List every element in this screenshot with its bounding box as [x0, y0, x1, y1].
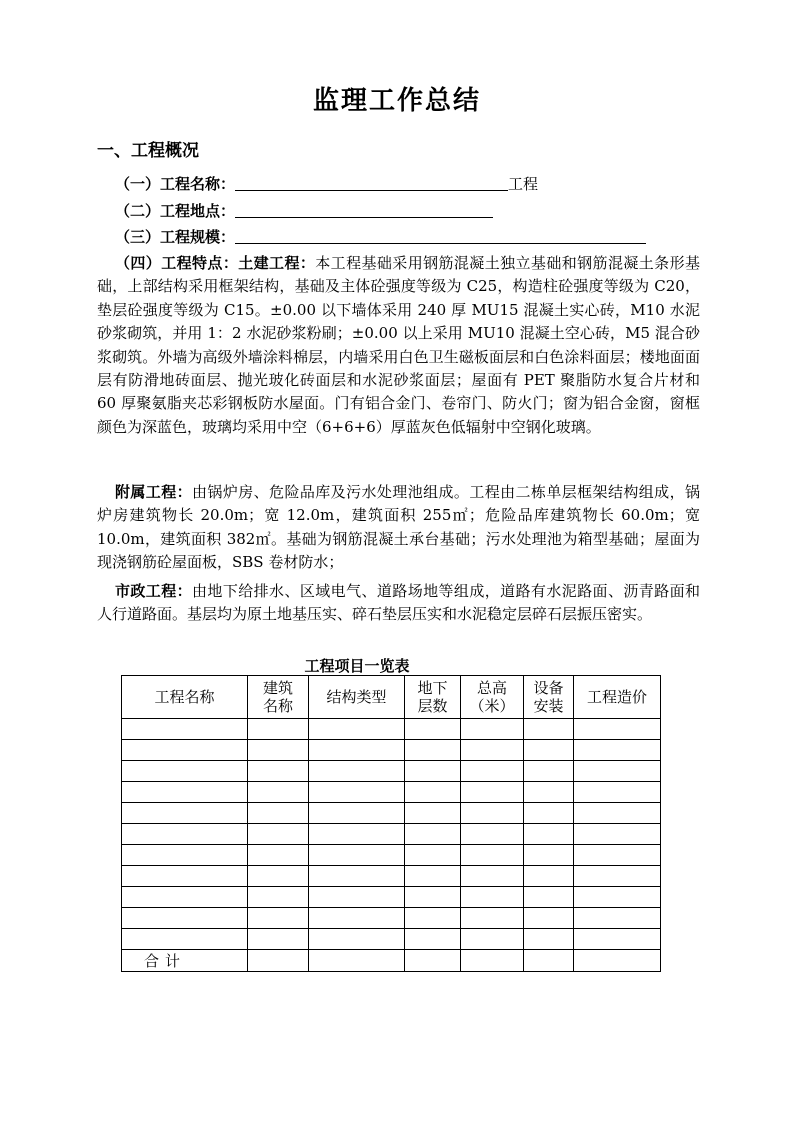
table-row [122, 845, 661, 866]
table-row [122, 929, 661, 950]
table-cell [574, 782, 661, 803]
table-cell [248, 929, 309, 950]
table-cell [461, 929, 524, 950]
table-body [122, 719, 661, 972]
table-cell [309, 845, 405, 866]
table-cell [309, 824, 405, 845]
table-cell [122, 929, 248, 950]
field-suffix: 工程 [508, 175, 539, 193]
page-title: 监理工作总结 [312, 86, 481, 116]
section-heading: 一、工程概况 [97, 141, 199, 161]
table-cell [524, 866, 574, 887]
table-cell [248, 845, 309, 866]
table-cell [405, 845, 461, 866]
table-cell [405, 803, 461, 824]
header-cost: 工程造价 [574, 676, 661, 719]
field-project-location [115, 200, 493, 222]
table-cell [405, 950, 461, 972]
table-cell [309, 950, 405, 972]
table-cell [461, 824, 524, 845]
table-row [122, 782, 661, 803]
table-row [122, 740, 661, 761]
table-cell [461, 740, 524, 761]
header-building-name [248, 676, 309, 719]
features-label: （四）工程特点： [115, 254, 239, 272]
table-cell [524, 782, 574, 803]
table-cell [248, 866, 309, 887]
table-cell [405, 824, 461, 845]
table-row [122, 761, 661, 782]
table-cell [405, 761, 461, 782]
header-underground-floors [405, 676, 461, 719]
muni-label: 市政工程： [115, 582, 193, 600]
table-cell [248, 782, 309, 803]
table-cell [309, 782, 405, 803]
blank-line [235, 201, 493, 218]
table-row [122, 887, 661, 908]
table-cell [524, 845, 574, 866]
table-cell [461, 845, 524, 866]
header-equipment [524, 676, 574, 719]
table-cell [309, 866, 405, 887]
table-cell [248, 824, 309, 845]
header-text: 设备 安装 [533, 679, 564, 715]
table-cell [574, 719, 661, 740]
table-cell [524, 740, 574, 761]
table-cell [524, 761, 574, 782]
field-label: （三）工程规模： [115, 228, 236, 246]
table-cell [248, 761, 309, 782]
header-text: 地下 层数 [417, 679, 448, 715]
blank-line [235, 227, 646, 244]
table-cell [461, 782, 524, 803]
table-cell [309, 908, 405, 929]
table-cell [461, 866, 524, 887]
table-cell [405, 782, 461, 803]
table-cell [309, 740, 405, 761]
table-cell [122, 761, 248, 782]
table-row [122, 908, 661, 929]
table-cell [574, 845, 661, 866]
table-cell [461, 887, 524, 908]
table-cell [524, 929, 574, 950]
table-cell [248, 719, 309, 740]
table-cell [524, 719, 574, 740]
civil-label: 土建工程： [238, 254, 316, 272]
table-cell [524, 803, 574, 824]
table-cell [122, 782, 248, 803]
table-cell [461, 908, 524, 929]
table-cell [309, 887, 405, 908]
table-row-total [122, 950, 661, 972]
total-label: 合计 [122, 950, 248, 972]
table-cell [524, 908, 574, 929]
table-cell [524, 824, 574, 845]
table-cell [248, 803, 309, 824]
table-cell [122, 908, 248, 929]
table-cell [405, 887, 461, 908]
table-cell [405, 866, 461, 887]
table-cell [122, 740, 248, 761]
table-cell [122, 887, 248, 908]
blank-line [235, 174, 508, 191]
table-cell [574, 740, 661, 761]
header-text: 总高 （米） [469, 679, 515, 715]
table-cell [524, 950, 574, 972]
table-row [122, 824, 661, 845]
table-cell [309, 929, 405, 950]
field-label: （一）工程名称： [115, 175, 236, 193]
table-header-row [122, 676, 661, 719]
table-cell [574, 908, 661, 929]
table-cell [574, 761, 661, 782]
table-cell [524, 887, 574, 908]
table-cell [122, 803, 248, 824]
table-cell [122, 719, 248, 740]
table-cell [574, 887, 661, 908]
table-cell [248, 887, 309, 908]
table-cell [248, 740, 309, 761]
table-cell [405, 719, 461, 740]
table-cell [574, 803, 661, 824]
table-cell [309, 719, 405, 740]
table-cell [574, 866, 661, 887]
table-row [122, 866, 661, 887]
header-total-height [461, 676, 524, 719]
table-cell [248, 950, 309, 972]
field-project-scale [115, 226, 646, 248]
aux-label: 附属工程： [115, 483, 193, 501]
table-cell [122, 866, 248, 887]
project-table [121, 675, 661, 972]
table-cell [461, 950, 524, 972]
table-cell [574, 929, 661, 950]
field-project-name [115, 173, 538, 195]
header-structure-type: 结构类型 [309, 676, 405, 719]
table-cell [405, 740, 461, 761]
table-row [122, 719, 661, 740]
paragraph-auxiliary [97, 481, 700, 575]
table-cell [309, 803, 405, 824]
table-cell [461, 719, 524, 740]
table-cell [405, 908, 461, 929]
paragraph-municipal [97, 580, 700, 627]
field-label: （二）工程地点： [115, 202, 236, 220]
header-project-name: 工程名称 [122, 676, 248, 719]
table-cell [574, 950, 661, 972]
table-cell [122, 845, 248, 866]
paragraph-civil [97, 252, 700, 439]
civil-text: 本工程基础采用钢筋混凝土独立基础和钢筋混凝土条形基础，上部结构采用框架结构，基础及主体砼强度等级为 C25，构造柱砼强度等级为 C20，垫层砼强度等级为 C15。±0.00 以下墙体采用 240 厚 MU15 混凝土实心砖，M10 水泥砂浆砌筑，并用 1：2 水泥砂浆粉刷；±0.00 以上采用 MU10 混凝土空心砖，M5 混合砂浆砌筑。外墙为高级外墙涂料棉层，内墙采用白色卫生磁板面层和白色涂料面层；楼地面面层有防滑地砖面层、抛光玻化砖面层和水泥砂浆面层；屋面有 PET 聚脂防水复合片材和 60 厚聚氨脂夹芯彩钢板防水屋面。门有铝合金门、卷帘门、防火门；窗为铝合金窗，窗框颜色为深蓝色，玻璃均采用中空（6+6+6）厚蓝灰色低辐射中空钢化玻璃。 [97, 254, 700, 436]
table-row [122, 803, 661, 824]
header-text: 建筑 名称 [262, 679, 293, 715]
table-cell [122, 824, 248, 845]
table-cell [461, 803, 524, 824]
table-caption: 工程项目一览表 [304, 657, 410, 675]
table-cell [309, 761, 405, 782]
table-cell [574, 824, 661, 845]
aux-text: 由锅炉房、危险品库及污水处理池组成。工程由二栋单层框架结构组成，锅炉房建筑物长 20.0m；宽 12.0m，建筑面积 255㎡；危险品库建筑物长 60.0m；宽 10.0m，建筑面积 382㎡。基础为钢筋混凝土承台基础；污水处理池为箱型基础；屋面为现浇钢筋砼屋面板，SBS 卷材防水； [97, 483, 700, 572]
table-cell [461, 761, 524, 782]
muni-text: 由地下给排水、区域电气、道路场地等组成，道路有水泥路面、沥青路面和人行道路面。基层均为原土地基压实、碎石垫层压实和水泥稳定层碎石层振压密实。 [97, 582, 700, 624]
table-cell [405, 929, 461, 950]
table-cell [248, 908, 309, 929]
